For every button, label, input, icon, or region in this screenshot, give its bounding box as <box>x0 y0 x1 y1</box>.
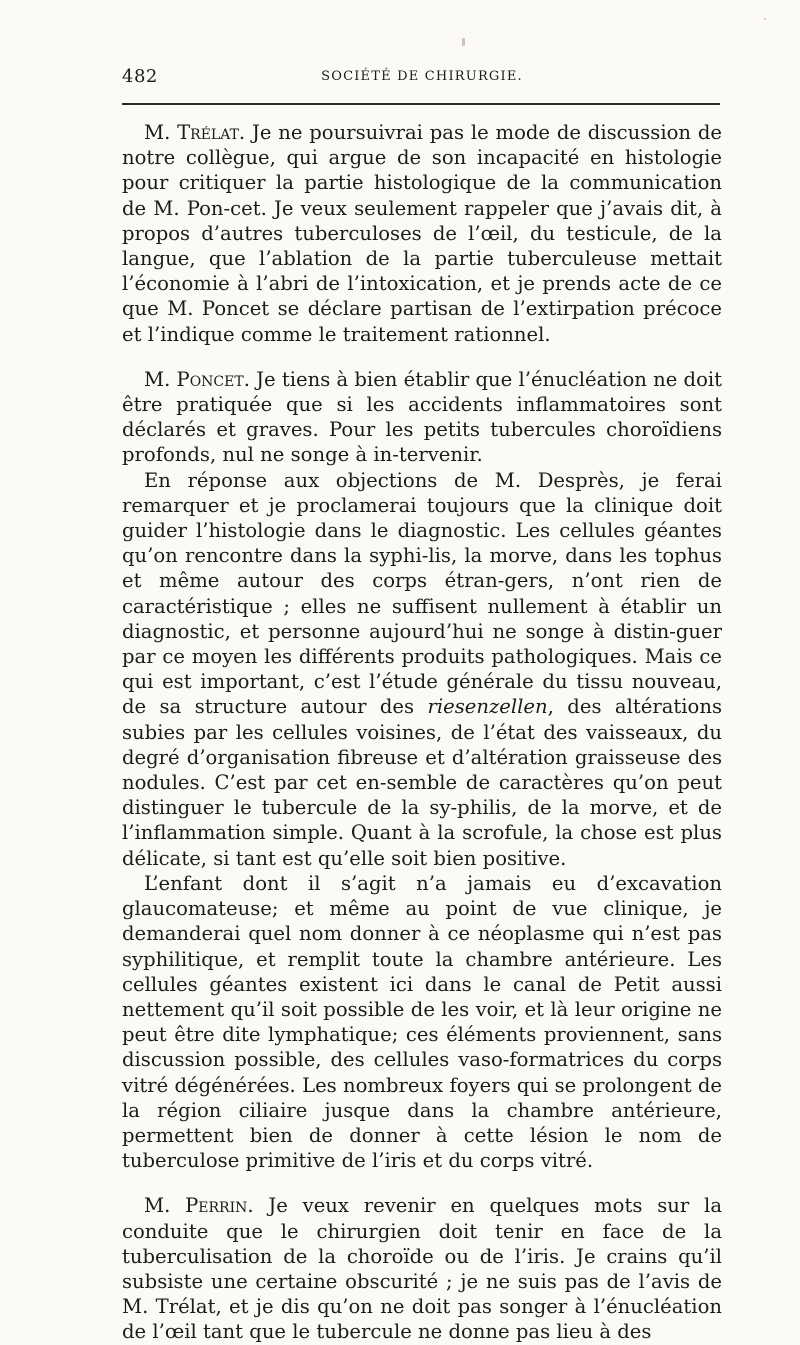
paragraph-text: Je ne poursuivrai pas le mode de discussion de notre collègue, qui argue de son incapacité en histologie pour critiquer la partie histologique de la communication de M. Pon-cet. Je veux seulement rappeler que j’avais dit, à propos d’autres tuberculoses de l’œil, du testicule, de la langue, que l’ablation de la partie tuberculeuse mettait l’économie à l’abri de l’intoxication, et je prends acte de ce que M. Poncet se déclare partisan de l’extirpation précoce et l’indique comme le traitement rationnel. <box>122 121 722 346</box>
paragraph-text: Je veux revenir en quelques mots sur la conduite que le chirurgien doit tenir en face de la tuberculisation de la choroïde ou de l’iris. Je crains qu’il subsiste une certaine obscurité ; je ne suis pas de l’avis de M. Trélat, et je dis qu’on ne doit pas songer à l’énucléation de l’œil tant que le tubercule ne donne pas lieu à des <box>122 1194 722 1344</box>
running-head: SOCIÉTÉ DE CHIRURGIE. <box>321 69 523 84</box>
italic-term: riesenzellen <box>427 695 548 719</box>
speaker-name: M. Perrin. <box>144 1194 254 1218</box>
header-rule <box>122 103 720 105</box>
print-speck <box>764 18 766 20</box>
print-mark <box>462 38 465 46</box>
speaker-name: M. Trélat. <box>144 121 246 144</box>
paragraph-poncet-case <box>122 871 722 1173</box>
paragraph-trelat <box>122 120 722 347</box>
paragraph-poncet <box>122 367 722 468</box>
page-header <box>122 66 722 90</box>
paragraph-text: , des altérations subies par les cellules voisines, de l’état des vaisseaux, du degré d’organisation fibreuse et d’altération graisseuse des nodules. C’est par cet en-semble de caractères qu’on peut distinguer le tubercule de la sy-philis, de la morve, et de l’inflammation simple. Quant à la scrofule, la chose est plus délicate, si tant est qu’elle soit bien positive. <box>122 695 722 870</box>
paragraph-text: Je tiens à bien établir que l’énucléation ne doit être pratiquée que si les accidents inflammatoires sont déclarés et graves. Pour les petits tubercules choroïdiens profonds, nul ne songe à in-tervenir. <box>122 367 723 467</box>
paragraph-perrin <box>122 1193 722 1344</box>
speaker-name: M. Poncet. <box>144 367 250 391</box>
page-number: 482 <box>122 66 158 87</box>
paragraph-text: En réponse aux objections de M. Desprès, je ferai remarquer et je proclamerai toujours que la clinique doit guider l’histologie dans le diagnostic. Les cellules géantes qu’on rencontre dans la syphi-lis, la morve, dans les tophus et même autour des corps étran-gers, n’ont rien de caractéristique ; elles ne suffisent nullement à établir un diagnostic, et personne aujourd’hui ne songe à distin-guer par ce moyen les différents produits pathologiques. Mais ce qui est important, c’est l’étude générale du tissu nouveau, de sa structure autour des <box>122 468 722 719</box>
body-text <box>122 120 722 1345</box>
paragraph-poncet-continued <box>122 468 722 871</box>
paragraph-text: L’enfant dont il s’agit n’a jamais eu d’excavation glaucomateuse; et même au point de vue clinique, je demanderai quel nom donner à ce néoplasme qui n’est pas syphilitique, et remplit toute la chambre antérieure. Les cellules géantes existent ici dans le canal de Petit aussi nettement qu’il soit possible de les voir, et là leur origine ne peut être dite lymphatique; ces éléments proviennent, sans discussion possible, des cellules vaso-formatrices du corps vitré dégénérées. Les nombreux foyers qui se prolongent de la région ciliaire jusque dans la chambre antérieure, permettent bien de donner à cette lésion le nom de tuberculose primitive de l’iris et du corps vitré. <box>122 871 722 1173</box>
